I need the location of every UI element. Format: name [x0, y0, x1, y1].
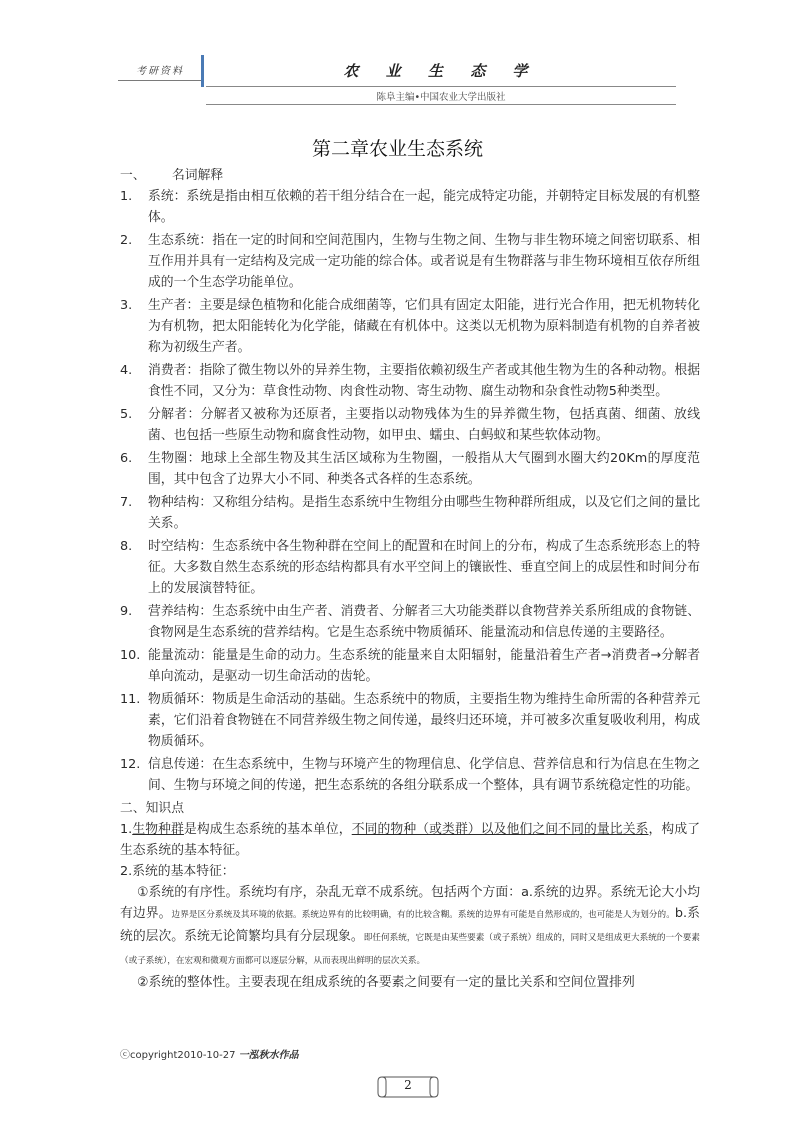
item-text: 营养结构：生态系统中由生产者、消费者、分解者三大功能类群以食物营养关系所组成的食物链、食物网是生态系统的营养结构。它是生态系统中物质循环、能量流动和信息传递的主要路径。 — [148, 604, 700, 640]
list-item — [120, 689, 700, 752]
feature-1-lead: ①系统的有序性。系统均有序，杂乱无章不成系统。包括两个方面：a.系统的边界。系统无论大小均有边界。 — [120, 885, 700, 921]
footer-brand: 一泓秋水作品 — [238, 1050, 299, 1061]
item-text: 生产者：主要是绿色植物和化能合成细菌等，它们具有固定太阳能，进行光合作用，把无机物转化为有机物，把太阳能转化为化学能，储藏在有机体中。这类以无机物为原料制造有机物的自养者被称为初级生产者。 — [148, 298, 700, 355]
list-item — [120, 230, 700, 293]
section-heading-terms — [120, 165, 700, 186]
list-item — [120, 186, 700, 228]
item-number: 2. — [120, 233, 133, 248]
item-number: 10. — [120, 648, 141, 663]
list-item — [120, 536, 700, 599]
copyright-text: ⓒcopyright2010-10-27 — [120, 1050, 236, 1061]
feature-1 — [120, 882, 700, 972]
list-item — [120, 645, 700, 687]
page-body — [120, 165, 700, 993]
header-accent-bar — [201, 55, 204, 87]
point-1-prefix: 1. — [120, 822, 133, 837]
list-item — [120, 360, 700, 402]
item-text: 时空结构：生态系统中各生物种群在空间上的配置和在时间上的分布，构成了生态系统形态上的特征。大多数自然生态系统的形态结构都具有水平空间上的镶嵌性、垂直空间上的成层性和时间分布上的发展演替特征。 — [148, 539, 700, 596]
section-heading-points: 二、知识点 — [120, 801, 184, 816]
list-item — [120, 492, 700, 534]
section-title: 名词解释 — [172, 168, 224, 183]
item-text: 分解者：分解者又被称为还原者，主要指以动物残体为生的异养微生物，包括真菌、细菌、放线菌、也包括一些原生动物和腐食性动物，如甲虫、蠕虫、白蚂蚁和某些软体动物。 — [148, 407, 700, 443]
list-item — [120, 754, 700, 796]
item-number: 9. — [120, 604, 133, 619]
list-item — [120, 295, 700, 358]
terms-list — [120, 186, 700, 796]
item-text: 信息传递：在生态系统中，生物与环境产生的物理信息、化学信息、营养信息和行为信息在生物之间、生物与环境之间的传递，把生态系统的各组分联系成一个整体，具有调节系统稳定性的功能。 — [148, 757, 700, 793]
header-rule — [206, 86, 676, 87]
item-text: 系统：系统是指由相互依赖的若干组分结合在一起，能完成特定功能，并朝特定目标发展的有机整体。 — [148, 189, 700, 225]
feature-1-mid: b.系统的层次。系统无论简繁均具有分层现象。 — [120, 906, 700, 944]
header-rule-bottom — [206, 104, 676, 105]
header-subtitle: 陈阜主编•中国农业大学出版社 — [376, 92, 506, 103]
point-1-mid: 是构成生态系统的基本单位， — [183, 822, 352, 837]
point-1-underline-a: 生物种群 — [132, 822, 184, 837]
point-1-underline-b: 不同的物种（或类群）以及他们之间不同的量比关系 — [351, 822, 649, 837]
item-number: 1. — [120, 189, 133, 204]
list-item — [120, 448, 700, 490]
header-book-title: 农 业 生 态 学 — [343, 62, 539, 80]
item-text: 物种结构：又称组分结构。是指生态系统中生物组分由哪些生物种群所组成，以及它们之间的量比关系。 — [148, 495, 700, 531]
feature-2: ②系统的整体性。主要表现在组成系统的各要素之间要有一定的量比关系和空间位置排列 — [137, 975, 635, 990]
item-number: 12. — [120, 757, 141, 772]
list-item — [120, 601, 700, 643]
item-text: 生态系统：指在一定的时间和空间范围内，生物与生物之间、生物与非生物环境之间密切联系、相互作用并具有一定结构及完成一定功能的综合体。或者说是有生物群落与非生物环境相互依存所组成的一个生态学功能单位。 — [148, 233, 700, 290]
header-left-label: 考研资料 — [136, 66, 184, 77]
section-number: 一、 — [120, 168, 146, 183]
point-2-title: 2.系统的基本特征： — [120, 864, 235, 879]
item-number: 5. — [120, 407, 133, 422]
item-text: 能量流动：能量是生命的动力。生态系统的能量来自太阳辐射，能量沿着生产者→消费者→分解者单向流动，是驱动一切生命活动的齿轮。 — [148, 648, 700, 684]
item-number: 11. — [120, 692, 141, 707]
point-1-suffix: ，构成了生态系统的基本特征。 — [120, 822, 701, 858]
item-number: 7. — [120, 495, 133, 510]
header-left-rule — [118, 80, 202, 81]
footer-copyright — [120, 1046, 299, 1061]
feature-1-note-b: 即任何系统，它既是由某些要素（或子系统）组成的，同时又是组成更大系统的一个要素（或子系统），在宏观和微观方面都可以逐层分解，从而表现出鲜明的层次关系。 — [120, 933, 700, 966]
item-number: 8. — [120, 539, 133, 554]
feature-1-note-a: 边界是区分系统及其环境的依据。系统边界有的比较明确，有的比较含糊。系统的边界有可能是自然形成的，也可能是人为划分的。 — [171, 910, 675, 920]
chapter-title: 第二章农业生态系统 — [311, 138, 483, 160]
item-text: 消费者：指除了微生物以外的异养生物，主要指依赖初级生产者或其他生物为生的各种动物。根据食性不同，又分为：草食性动物、肉食性动物、寄生动物、腐生动物和杂食性动物5种类型。 — [148, 363, 700, 399]
item-text: 生物圈：地球上全部生物及其生活区域称为生物圈，一般指从大气圈到水圈大约20Km的厚度范围，其中包含了边界大小不同、种类各式各样的生态系统。 — [148, 451, 700, 487]
item-text: 物质循环：物质是生命活动的基础。生态系统中的物质，主要指生物为维持生命所需的各种营养元素，它们沿着食物链在不同营养级生物之间传递，最终归还环境，并可被多次重复吸收利用，构成物质循环。 — [148, 692, 700, 749]
point-1 — [120, 819, 700, 861]
item-number: 6. — [120, 451, 133, 466]
page-number: 2 — [404, 1078, 412, 1092]
item-number: 4. — [120, 363, 133, 378]
list-item — [120, 404, 700, 446]
item-number: 3. — [120, 298, 133, 313]
